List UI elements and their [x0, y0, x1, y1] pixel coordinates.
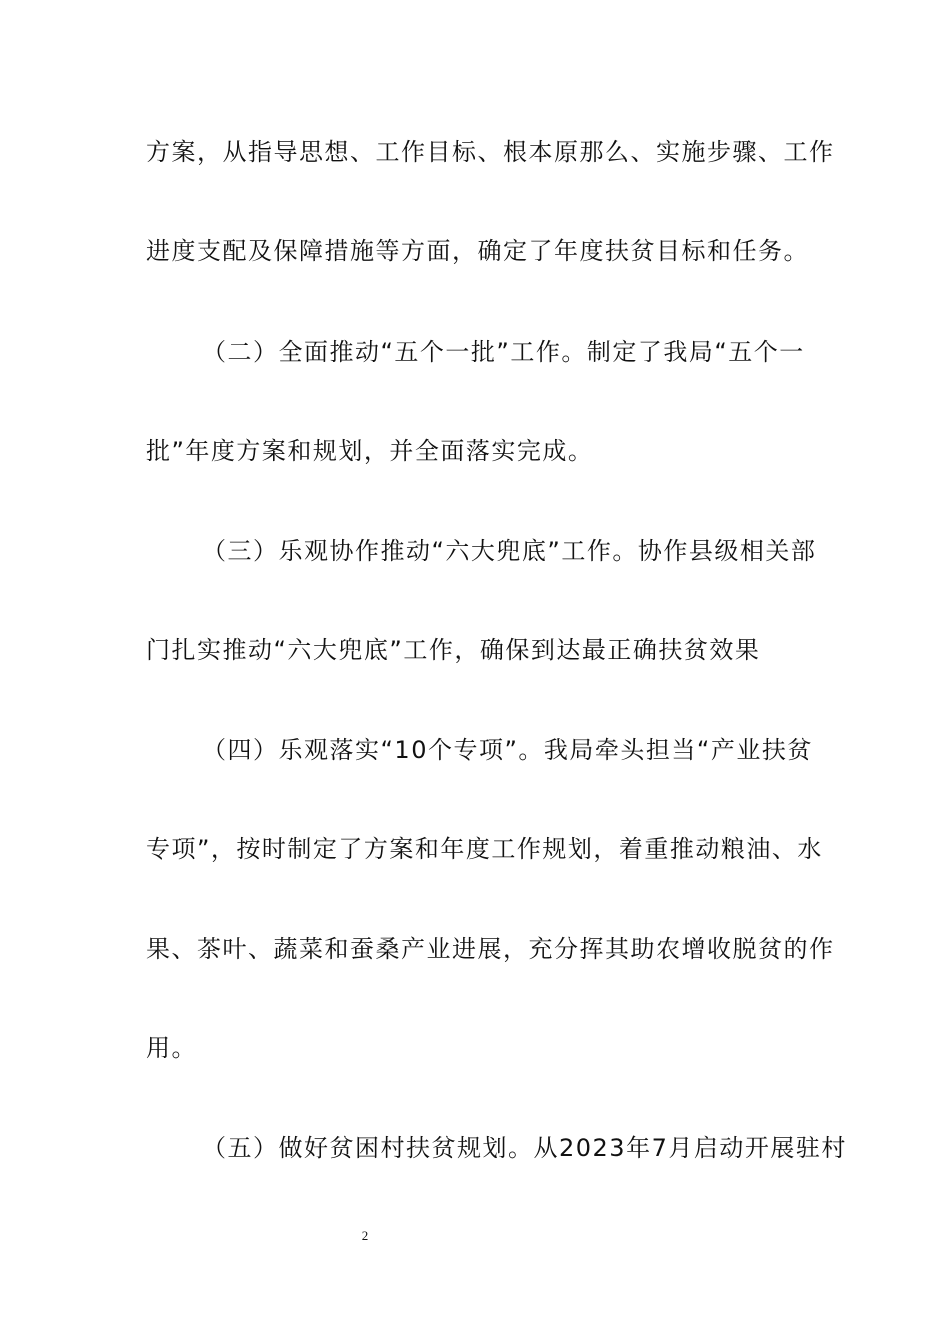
- paragraph-3-line-1: （三）乐观协作推动“六大兜底”工作。协作县级相关部: [202, 537, 817, 565]
- paragraph-3-line-2: 门扎实推动“六大兜底”工作，确保到达最正确扶贫效果: [146, 636, 761, 664]
- paragraph-4-line-4: 用。: [146, 1034, 197, 1062]
- page-number: 2: [361, 1228, 369, 1243]
- text-line-1: 方案，从指导思想、工作目标、根本原那么、实施步骤、工作: [146, 138, 835, 166]
- paragraph-4-line-2: 专项”，按时制定了方案和年度工作规划，着重推动粮油、水: [146, 835, 823, 863]
- paragraph-5-line-1: （五）做好贫困村扶贫规划。从2023年7月启动开展驻村: [202, 1134, 847, 1162]
- paragraph-2-line-1: （二）全面推动“五个一批”工作。制定了我局“五个一: [202, 338, 805, 366]
- paragraph-4-line-3: 果、茶叶、蔬菜和蚕桑产业进展，充分挥其助农增收脱贫的作: [146, 935, 835, 963]
- text-line-2: 进度支配及保障措施等方面，确定了年度扶贫目标和任务。: [146, 237, 809, 265]
- paragraph-4-line-1: （四）乐观落实“10个专项”。我局牵头担当“产业扶贫: [202, 736, 813, 764]
- paragraph-2-line-2: 批”年度方案和规划，并全面落实完成。: [146, 437, 594, 465]
